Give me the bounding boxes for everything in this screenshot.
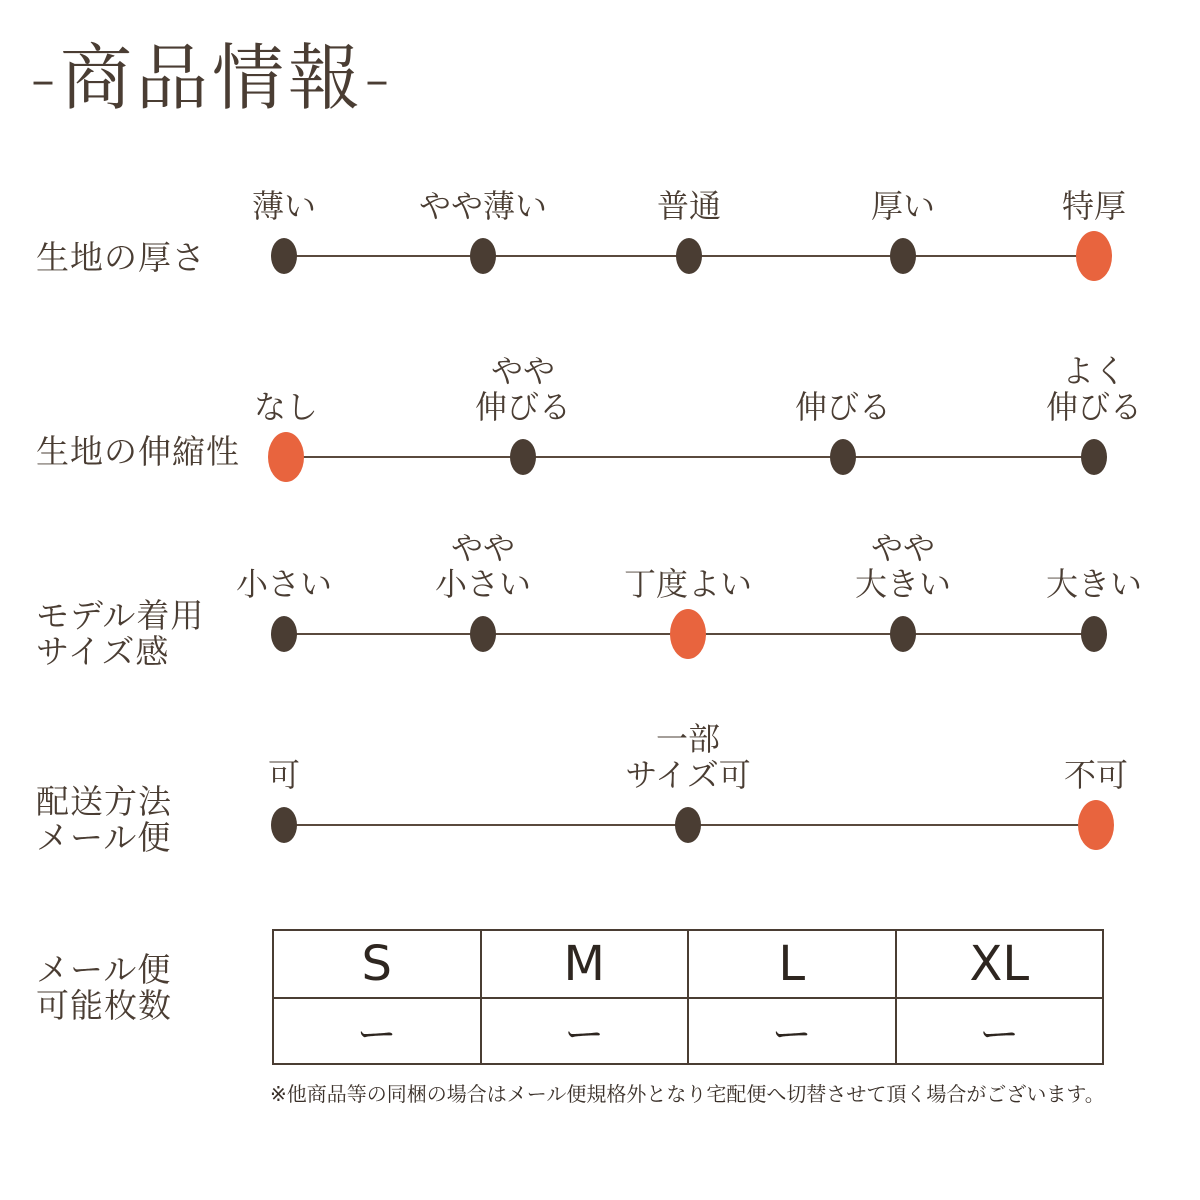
scale-track bbox=[286, 456, 1094, 458]
scale-dot bbox=[890, 238, 916, 274]
scale-dot bbox=[271, 807, 297, 843]
count-cell-m: ー bbox=[481, 998, 689, 1064]
scale-label bbox=[36, 434, 240, 470]
scale-option-label bbox=[419, 188, 547, 224]
scale-dot bbox=[271, 616, 297, 652]
scale-dot bbox=[675, 807, 701, 843]
scale-option-label bbox=[1046, 353, 1142, 425]
scale-option-line: やや bbox=[490, 352, 556, 390]
scale-option-line: やや bbox=[450, 529, 516, 567]
scale-option-line: よく bbox=[1061, 352, 1127, 390]
scale-option-line: 薄い bbox=[251, 187, 317, 225]
scale-dot bbox=[470, 238, 496, 274]
mail-count-label-line: メール便 bbox=[36, 950, 172, 989]
scale-option-line: 特厚 bbox=[1061, 187, 1127, 225]
scale-option-label bbox=[254, 389, 318, 425]
scale-option-line: 可 bbox=[267, 756, 301, 794]
scale-option-label bbox=[1062, 188, 1126, 224]
scale-option-line: 大きい bbox=[854, 565, 952, 603]
count-row bbox=[273, 998, 1103, 1064]
count-cell-s: ー bbox=[273, 998, 481, 1064]
scale-label-line: モデル着用 bbox=[36, 596, 205, 635]
scale-option-label bbox=[625, 721, 750, 793]
scale-dot bbox=[510, 439, 536, 475]
scale-option-line: サイズ可 bbox=[625, 756, 751, 794]
shipping-note: ※他商品等の同梱の場合はメール便規格外となり宅配便へ切替させて頂く場合がございます。 bbox=[270, 1082, 1105, 1106]
scale-dot bbox=[1081, 616, 1107, 652]
size-cell-m: M bbox=[481, 930, 689, 998]
mail-count-table bbox=[272, 929, 1104, 1065]
scale-option-label bbox=[435, 530, 531, 602]
scale-option-line: やや薄い bbox=[418, 187, 548, 225]
scale-option-label bbox=[795, 389, 891, 425]
scale-option-label bbox=[855, 530, 951, 602]
scale-dot bbox=[830, 439, 856, 475]
mail-count-label-line: 可能枚数 bbox=[36, 986, 172, 1025]
scale-label bbox=[36, 598, 204, 670]
scale-option-line: 不可 bbox=[1063, 756, 1129, 794]
scale-dot bbox=[890, 616, 916, 652]
size-cell-l: L bbox=[688, 930, 896, 998]
size-cell-s: S bbox=[273, 930, 481, 998]
scale-dot-selected bbox=[1076, 231, 1112, 281]
scale-option-line: 一部 bbox=[655, 720, 721, 758]
scale-option-label bbox=[657, 188, 721, 224]
scale-label-line: 生地の厚さ bbox=[36, 238, 206, 277]
scale-label-line: 生地の伸縮性 bbox=[36, 432, 240, 471]
scale-option-line: 小さい bbox=[235, 565, 333, 603]
scale-option-line: 大きい bbox=[1045, 565, 1143, 603]
scale-dot-selected bbox=[670, 609, 706, 659]
count-cell-xl: ー bbox=[896, 998, 1104, 1064]
scale-option-line: やや bbox=[870, 529, 936, 567]
scale-option-label bbox=[475, 353, 571, 425]
scale-label-line: メール便 bbox=[36, 818, 172, 857]
scale-option-line: 小さい bbox=[434, 565, 532, 603]
scale-option-line: 伸びる bbox=[794, 388, 892, 426]
scale-option-label bbox=[268, 757, 300, 793]
scale-dot-selected bbox=[268, 432, 304, 482]
scale-option-line: 伸びる bbox=[1045, 388, 1143, 426]
scale-label-line: 配送方法 bbox=[36, 782, 172, 821]
mail-count-label bbox=[36, 952, 172, 1024]
scale-option-line: 普通 bbox=[656, 187, 722, 225]
scale-option-line: なし bbox=[253, 388, 319, 426]
count-cell-l: ー bbox=[688, 998, 896, 1064]
scale-option-label bbox=[1064, 757, 1128, 793]
scale-option-label bbox=[1046, 566, 1142, 602]
size-cell-xl: XL bbox=[896, 930, 1104, 998]
scale-option-line: 丁度よい bbox=[623, 565, 753, 603]
page-title: -商品情報- bbox=[30, 36, 394, 120]
size-row bbox=[273, 930, 1103, 998]
scale-option-line: 厚い bbox=[870, 187, 936, 225]
scale-dot bbox=[470, 616, 496, 652]
scale-dot bbox=[676, 238, 702, 274]
scale-dot-selected bbox=[1078, 800, 1114, 850]
scale-option-label bbox=[252, 188, 316, 224]
scale-option-label bbox=[236, 566, 332, 602]
scale-label bbox=[36, 240, 206, 276]
scale-label bbox=[36, 784, 172, 856]
scale-option-line: 伸びる bbox=[474, 388, 572, 426]
scale-dot bbox=[1081, 439, 1107, 475]
scale-option-label bbox=[624, 566, 752, 602]
scale-option-label bbox=[871, 188, 935, 224]
scale-label-line: サイズ感 bbox=[36, 632, 170, 671]
scale-dot bbox=[271, 238, 297, 274]
